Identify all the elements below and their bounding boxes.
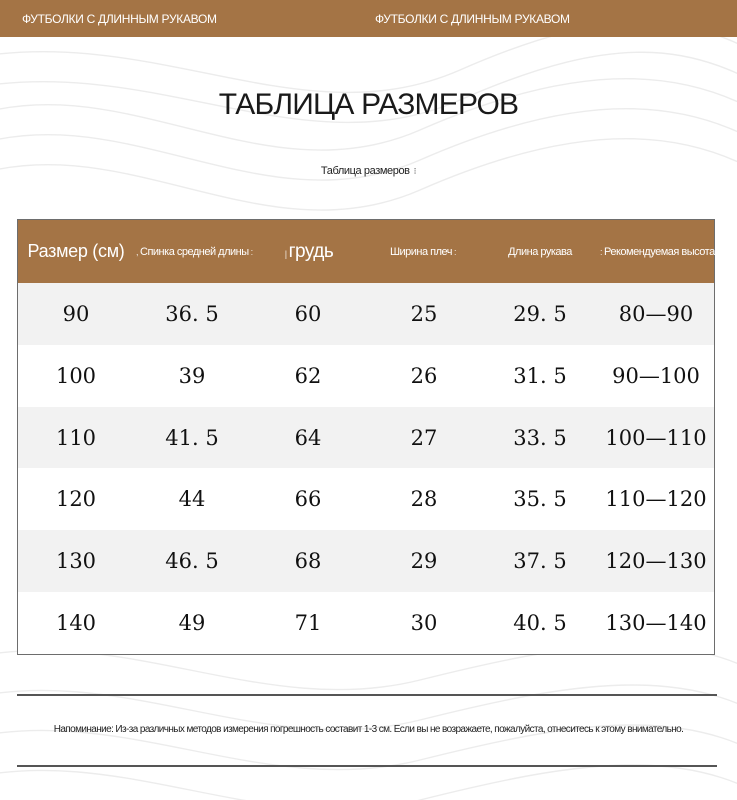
banner-text-right: ФУТБОЛКИ С ДЛИННЫМ РУКАВОМ: [375, 12, 570, 26]
top-banner: [0, 0, 737, 37]
table-cell: 49: [178, 611, 206, 636]
table-cell: 26: [410, 363, 438, 388]
subtitle-text: Таблица размеров: [320, 165, 410, 177]
divider-bottom: [17, 765, 717, 767]
table-cell: 66: [294, 487, 322, 512]
table-row: [18, 345, 714, 407]
marker-icon: |: [284, 248, 287, 259]
table-cell: 27: [410, 425, 438, 450]
table-cell: 37. 5: [513, 549, 567, 574]
measurement-note: Напоминание: Из-за различных методов измерения погрешность составит 1-3 см. Если вы не возражаете, пожалуйста, отнеситесь к этому внимательно.: [53, 724, 684, 735]
table-cell: 62: [294, 363, 322, 388]
table-cell: 35. 5: [513, 487, 567, 512]
table-row: [18, 283, 714, 345]
header-chest: | грудь: [284, 240, 334, 262]
table-cell: 80—90: [618, 301, 694, 326]
marker-icon: ⁝: [413, 166, 417, 176]
table-cell: 130: [55, 549, 97, 574]
table-cell: 39: [178, 363, 206, 388]
marker-icon: :: [250, 246, 253, 257]
header-back-length: , Спинка средней длины :: [136, 245, 253, 258]
table-cell: 40. 5: [513, 611, 567, 636]
table-cell: 110—120: [605, 487, 707, 512]
table-cell: 29. 5: [513, 301, 567, 326]
subtitle: [0, 165, 737, 177]
table-cell: 110: [55, 425, 97, 450]
marker-icon: ,: [136, 246, 139, 257]
header-size: Размер (см): [27, 241, 125, 261]
table-row: [18, 468, 714, 530]
table-cell: 64: [294, 425, 322, 450]
table-row: [18, 592, 714, 654]
table-cell: 30: [410, 611, 438, 636]
table-cell: 100: [55, 363, 97, 388]
marker-icon: :: [454, 246, 457, 257]
table-cell: 60: [294, 301, 322, 326]
divider-top: [17, 694, 717, 696]
table-cell: 29: [410, 549, 438, 574]
table-cell: 90—100: [612, 363, 700, 388]
table-cell: 120—130: [605, 549, 707, 574]
table-cell: 120: [55, 487, 97, 512]
table-cell: 46. 5: [165, 549, 219, 574]
banner-text-left: ФУТБОЛКИ С ДЛИННЫМ РУКАВОМ: [22, 12, 217, 26]
table-cell: 33. 5: [513, 425, 567, 450]
table-cell: 140: [55, 611, 97, 636]
table-cell: 90: [62, 301, 90, 326]
table-header-row: [18, 220, 714, 283]
table-cell: 100—110: [605, 425, 707, 450]
header-recommended-height: : Рекомендуемая высота: [600, 245, 715, 258]
table-cell: 68: [294, 549, 322, 574]
marker-icon: :: [600, 246, 603, 257]
size-table: [17, 219, 715, 655]
table-row: [18, 407, 714, 469]
header-sleeve-length: Длина рукава: [508, 245, 572, 258]
table-row: [18, 530, 714, 592]
table-cell: 31. 5: [513, 363, 567, 388]
table-cell: 44: [178, 487, 206, 512]
table-cell: 130—140: [605, 611, 707, 636]
page-title: ТАБЛИЦА РАЗМЕРОВ: [218, 88, 519, 121]
table-cell: 41. 5: [165, 425, 219, 450]
table-cell: 28: [410, 487, 438, 512]
table-cell: 71: [294, 611, 322, 636]
table-cell: 36. 5: [165, 301, 219, 326]
header-shoulder-width: Ширина плеч :: [389, 245, 457, 258]
table-cell: 25: [410, 301, 438, 326]
